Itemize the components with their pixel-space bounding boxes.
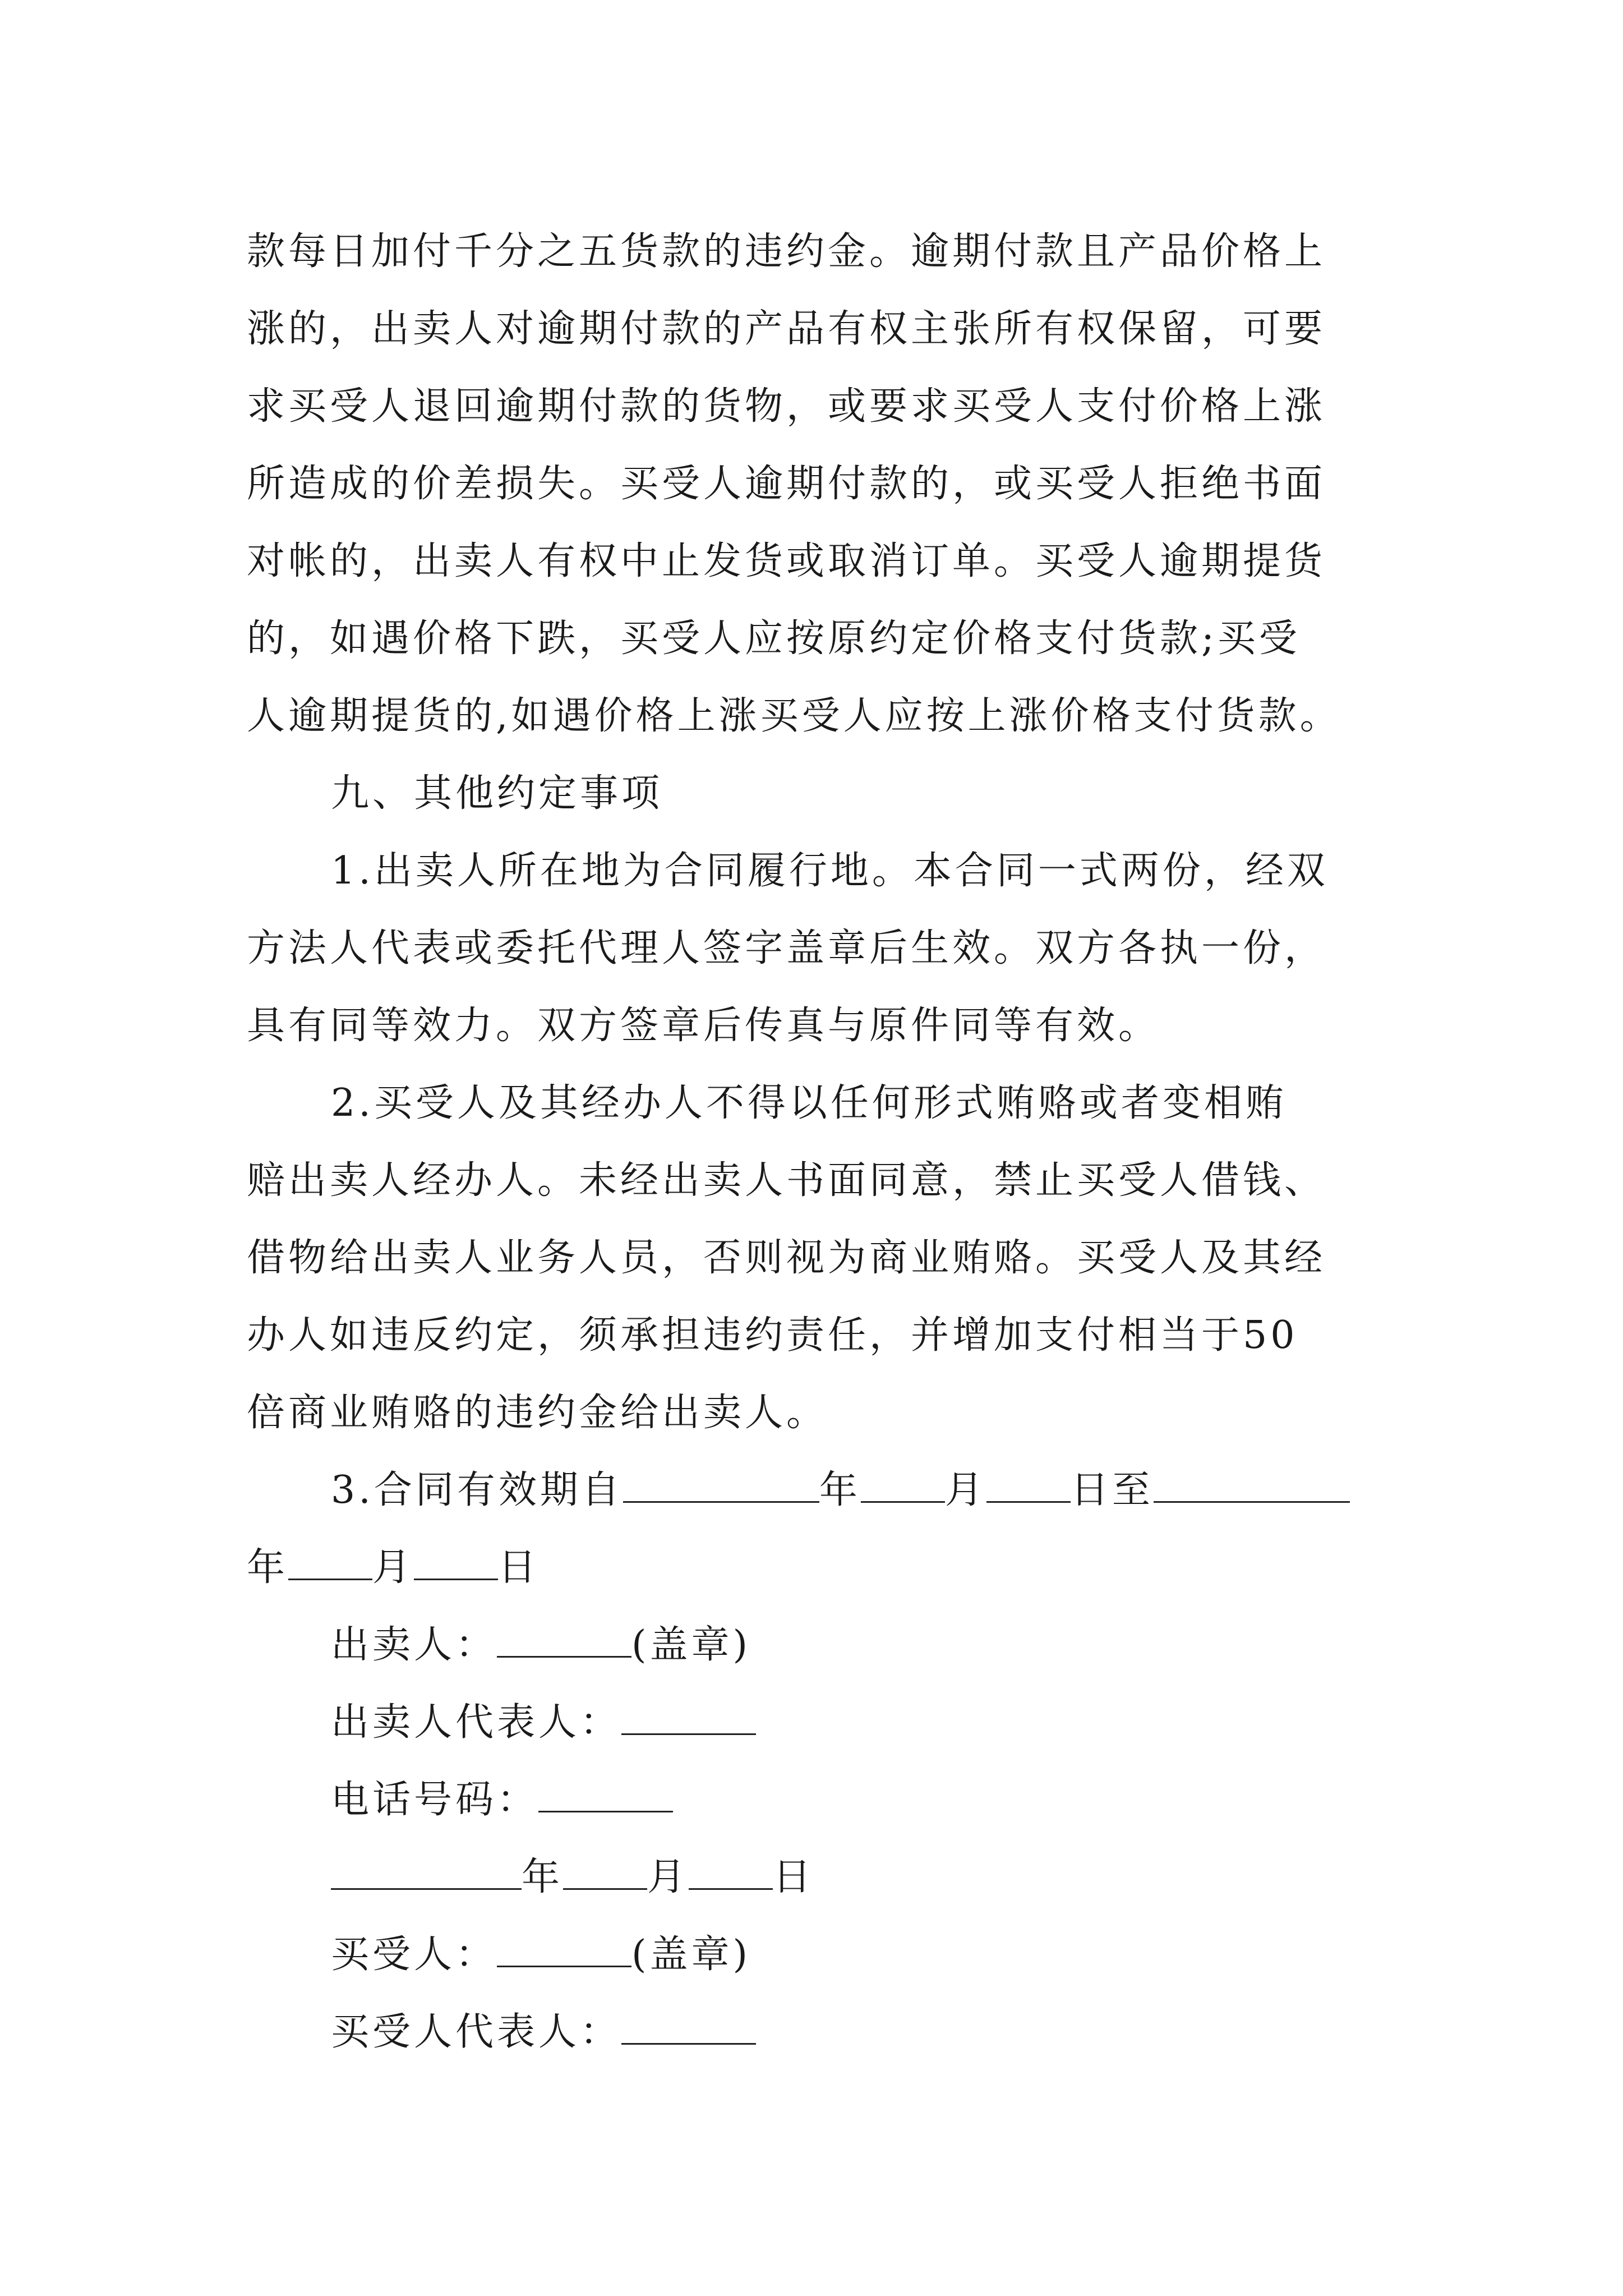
date-year-blank[interactable]	[331, 1856, 522, 1890]
to-label: 日至	[1070, 1468, 1154, 1512]
start-day-blank[interactable]	[986, 1469, 1071, 1503]
para-line: 的，如遇价格下跌，买受人应按原约定价格支付货款;买受	[247, 616, 1301, 661]
item-line: 1.出卖人所在地为合同履行地。本合同一式两份，经双	[331, 849, 1329, 893]
validity-line-2	[247, 1529, 1391, 1607]
phone-label: 电话号码：	[331, 1778, 539, 1822]
phone-blank[interactable]	[538, 1778, 673, 1812]
para-line: 所造成的价差损失。买受人逾期付款的，或买受人拒绝书面	[247, 462, 1326, 506]
buyer-rep-blank[interactable]	[621, 2010, 756, 2045]
item-line: 方法人代表或委托代理人签字盖章后生效。双方各执一份，	[247, 926, 1326, 970]
seal-note: (盖章)	[631, 1623, 751, 1667]
item-line: 办人如违反约定，须承担违约责任，并增加支付相当于50	[247, 1313, 1298, 1358]
day-unit: 日	[498, 1545, 540, 1590]
end-month-blank[interactable]	[288, 1546, 372, 1580]
validity-label: 3.合同有效期自	[331, 1468, 623, 1512]
day-unit: 日	[773, 1855, 815, 1899]
para-line: 涨的，出卖人对逾期付款的产品有权主张所有权保留，可要	[247, 307, 1326, 351]
seller-rep-label: 出卖人代表人：	[331, 1700, 622, 1745]
buyer-line	[247, 1916, 1391, 1994]
month-unit: 月	[372, 1545, 414, 1590]
seller-rep-blank[interactable]	[621, 1701, 756, 1735]
item-line: 具有同等效力。双方签章后传真与原件同等有效。	[247, 1004, 1160, 1048]
section-heading: 九、其他约定事项	[331, 771, 663, 816]
item-line: 借物给出卖人业务人员，否则视为商业贿赂。买受人及其经	[247, 1236, 1326, 1280]
end-year-blank[interactable]	[1154, 1469, 1350, 1503]
validity-line	[247, 1452, 1391, 1529]
seller-rep-line	[247, 1684, 1391, 1761]
seal-note: (盖章)	[631, 1932, 751, 1977]
seller-label: 出卖人：	[331, 1623, 497, 1667]
start-year-blank[interactable]	[623, 1469, 819, 1503]
buyer-rep-line	[247, 1994, 1391, 2071]
buyer-blank[interactable]	[497, 1933, 631, 1967]
item-line: 赔出卖人经办人。未经出卖人书面同意，禁止买受人借钱、	[247, 1158, 1326, 1203]
seller-line	[247, 1607, 1391, 1684]
month-unit: 月	[647, 1855, 689, 1899]
phone-line	[247, 1761, 1391, 1839]
start-month-blank[interactable]	[861, 1469, 945, 1503]
buyer-label: 买受人：	[331, 1932, 497, 1977]
item-line: 2.买受人及其经办人不得以任何形式贿赂或者变相贿	[331, 1081, 1287, 1125]
year-unit: 年	[819, 1468, 861, 1512]
year-unit: 年	[247, 1545, 289, 1590]
date-month-blank[interactable]	[563, 1856, 647, 1890]
date-line	[247, 1839, 1391, 1916]
end-day-blank[interactable]	[414, 1546, 498, 1580]
month-unit: 月	[944, 1468, 986, 1512]
para-line: 对帐的，出卖人有权中止发货或取消订单。买受人逾期提货	[247, 539, 1326, 583]
para-line: 求买受人退回逾期付款的货物，或要求买受人支付价格上涨	[247, 384, 1326, 429]
contract-text	[247, 213, 1391, 2071]
para-line: 款每日加付千分之五货款的违约金。逾期付款且产品价格上	[247, 229, 1326, 274]
date-day-blank[interactable]	[689, 1856, 773, 1890]
buyer-rep-label: 买受人代表人：	[331, 2010, 622, 2054]
year-unit: 年	[522, 1855, 564, 1899]
item-line: 倍商业贿赂的违约金给出卖人。	[247, 1391, 828, 1435]
para-line: 人逾期提货的,如遇价格上涨买受人应按上涨价格支付货款。	[247, 694, 1341, 738]
seller-blank[interactable]	[497, 1623, 631, 1658]
